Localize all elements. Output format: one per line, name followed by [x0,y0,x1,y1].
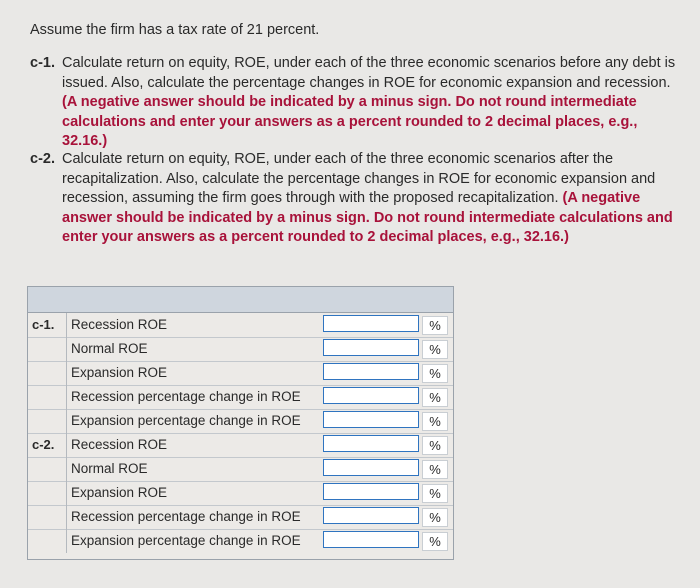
intro-text: Assume the firm has a tax rate of 21 percent. [30,22,320,38]
answer-input[interactable] [323,387,419,404]
question-number: c-2. [30,151,55,167]
question-body [62,150,680,248]
row-label: Expansion percentage change in ROE [71,413,301,428]
answer-cell [321,361,453,385]
answer-cell [321,409,453,433]
question-note: (A negative answer should be indicated by a minus sign. Do not round intermediate calculations and enter your answers as a percent rounded to 2 decimal places, e.g., 32.16.) [62,94,638,149]
percent-unit: % [422,316,448,335]
row-group-label: c-1. [32,317,55,332]
table-header [28,287,453,313]
table-row [28,361,453,386]
answer-cell [321,481,453,505]
question-note: (A negative answer should be indicated by a minus sign. Do not round intermediate calculations and enter your answers as a percent rounded to 2 decimal places, e.g., 32.16.) [62,190,673,245]
answer-input[interactable] [323,315,419,332]
answer-cell [321,313,453,337]
row-label-cell [66,313,322,337]
question-c1 [30,54,680,152]
row-label-cell [66,337,322,361]
table-row [28,385,453,410]
table-row [28,505,453,530]
percent-unit: % [422,484,448,503]
row-label: Expansion ROE [71,485,168,500]
row-label-cell [66,361,322,385]
answer-input[interactable] [323,507,419,524]
answer-input[interactable] [323,483,419,500]
percent-unit: % [422,412,448,431]
percent-unit: % [422,436,448,455]
row-label-cell [66,505,322,529]
answer-input[interactable] [323,339,419,356]
percent-unit: % [422,364,448,383]
percent-unit: % [422,532,448,551]
answer-cell [321,457,453,481]
row-label: Recession ROE [71,317,168,332]
row-group-label: c-2. [32,437,55,452]
row-label-cell [66,433,322,457]
table-row [28,337,453,362]
answer-input[interactable] [323,411,419,428]
answer-input[interactable] [323,435,419,452]
row-label-cell [66,529,322,553]
table-row [28,313,453,338]
table-row [28,529,453,553]
row-label: Expansion ROE [71,365,168,380]
question-text: Calculate return on equity, ROE, under each of the three economic scenarios after the recapitalization. Also, calculate the percentage changes in ROE for economic expansion and recession, assuming the firm goes through with the proposed recapitalization. [62,151,656,206]
row-label: Expansion percentage change in ROE [71,533,301,548]
row-label-cell [66,457,322,481]
answer-input[interactable] [323,459,419,476]
answer-input[interactable] [323,531,419,548]
row-label: Normal ROE [71,341,148,356]
answer-table [27,286,454,560]
row-label-cell [66,385,322,409]
row-label: Recession ROE [71,437,168,452]
table-row [28,481,453,506]
percent-unit: % [422,388,448,407]
row-label-cell [66,481,322,505]
answer-input[interactable] [323,363,419,380]
percent-unit: % [422,340,448,359]
percent-unit: % [422,460,448,479]
table-row [28,433,453,458]
answer-cell [321,529,453,553]
answer-cell [321,385,453,409]
answer-cell [321,433,453,457]
table-row [28,409,453,434]
table-row [28,457,453,482]
row-label: Normal ROE [71,461,148,476]
percent-unit: % [422,508,448,527]
row-label-cell [66,409,322,433]
question-body [62,54,680,152]
row-label: Recession percentage change in ROE [71,509,301,524]
row-label: Recession percentage change in ROE [71,389,301,404]
answer-cell [321,505,453,529]
question-number: c-1. [30,55,55,71]
question-c2 [30,150,680,248]
question-text: Calculate return on equity, ROE, under each of the three economic scenarios before any debt is issued. Also, calculate the percentage changes in ROE for economic expansion and recession. [62,55,676,91]
answer-cell [321,337,453,361]
